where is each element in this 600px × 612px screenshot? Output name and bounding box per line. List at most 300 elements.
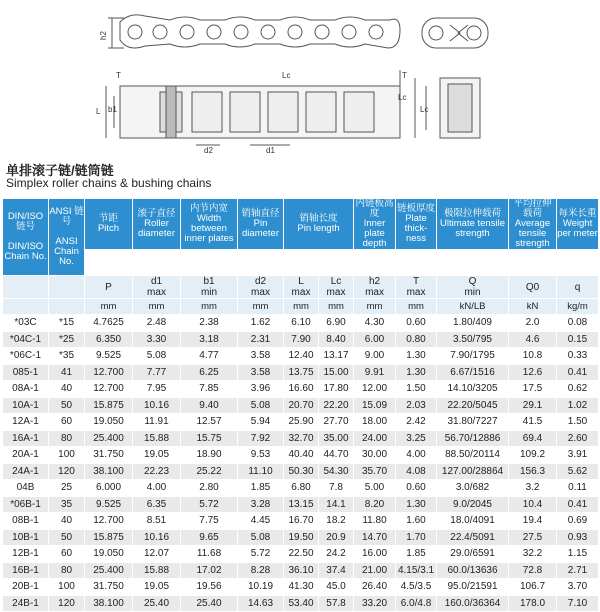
unit-cell: kg/m [557,299,599,315]
table-cell: 9.525 [85,348,133,365]
table-cell: 1.30 [396,496,437,513]
table-cell: 2.48 [133,315,181,332]
table-cell: 60 [49,414,85,431]
table-cell: 6.00 [354,331,396,348]
table-cell: 14.10/3205 [437,381,509,398]
table-cell: 19.05 [133,579,181,596]
table-cell: 38.100 [85,463,133,480]
table-cell: 5.08 [133,348,181,365]
table-cell: 15.75 [181,430,238,447]
table-cell: 41 [49,364,85,381]
table-cell: 3.28 [238,496,284,513]
table-cell: 20A-1 [3,447,49,464]
table-cell: 44.70 [319,447,354,464]
table-cell: 2.80 [181,480,238,497]
table-row [3,348,599,365]
table-cell: 26.40 [354,579,396,596]
table-cell: 3.70 [557,579,599,596]
table-cell: 4.45 [238,513,284,530]
table-cell: 16.60 [284,381,319,398]
table-cell: 4.00 [396,447,437,464]
table-cell: 16.70 [284,513,319,530]
table-cell: 13.15 [284,496,319,513]
table-cell: 25.40 [133,595,181,612]
table-cell: 50.30 [284,463,319,480]
col-b1: 内节内宽 Width between inner plates [181,199,238,250]
table-cell: 5.72 [238,546,284,563]
table-cell: 10.16 [133,397,181,414]
table-cell: 31.750 [85,447,133,464]
symbol-cell: L max [284,276,319,299]
symbol-cell: Q0 [509,276,557,299]
table-cell: 40 [49,381,85,398]
table-cell: 8.40 [319,331,354,348]
table-cell: 11.80 [354,513,396,530]
table-row [3,595,599,612]
table-cell: 22.23 [133,463,181,480]
table-cell: 4.77 [181,348,238,365]
table-cell: 13.75 [284,364,319,381]
table-cell: 18.90 [181,447,238,464]
symbol-cell: d1 max [133,276,181,299]
symbol-cell: Q min [437,276,509,299]
symbol-cell [3,276,49,299]
table-cell: 12.700 [85,513,133,530]
table-cell: *06C-1 [3,348,49,365]
table-cell: 15.875 [85,397,133,414]
table-cell: 0.41 [557,496,599,513]
table-cell: 4.7625 [85,315,133,332]
table-cell: 2.42 [396,414,437,431]
table-cell: 12A-1 [3,414,49,431]
table-row [3,579,599,596]
table-cell: 20.70 [284,397,319,414]
table-row [3,513,599,530]
table-cell: 21.00 [354,562,396,579]
table-cell: 9.00 [354,348,396,365]
table-cell: 24.2 [319,546,354,563]
table-cell: 1.30 [396,364,437,381]
header-row [3,199,599,250]
dim-Lc-label: Lc [282,71,291,80]
unit-cell: mm [396,299,437,315]
table-cell: 56.70/12886 [437,430,509,447]
table-cell: 10.16 [133,529,181,546]
table-cell: 6.35 [133,496,181,513]
table-cell: 72.8 [509,562,557,579]
table-cell: 19.050 [85,546,133,563]
table-cell: 24A-1 [3,463,49,480]
table-cell: 9.40 [181,397,238,414]
table-cell: 3.58 [238,364,284,381]
chain-top-view [106,70,400,145]
table-cell: 8.28 [238,562,284,579]
table-cell: 6.350 [85,331,133,348]
table-cell: 6.67/1516 [437,364,509,381]
table-cell: 7.77 [133,364,181,381]
caption-chinese: 单排滚子链/链筒链 [6,163,114,178]
table-cell: 6.80 [284,480,319,497]
table-row [3,397,599,414]
table-cell: 178.0 [509,595,557,612]
table-cell: 100 [49,579,85,596]
table-cell: 17.80 [319,381,354,398]
table-cell: 12.700 [85,381,133,398]
table-cell: 4.6 [509,331,557,348]
table-cell: 5.72 [181,496,238,513]
table-cell: 16A-1 [3,430,49,447]
table-cell: 109.2 [509,447,557,464]
table-cell: 10B-1 [3,529,49,546]
table-cell: 32.70 [284,430,319,447]
table-cell: 2.38 [181,315,238,332]
table-cell: 35.70 [354,463,396,480]
table-cell: 22.4/5091 [437,529,509,546]
table-cell: 16.00 [354,546,396,563]
table-cell: 10.4 [509,496,557,513]
table-cell: 12B-1 [3,546,49,563]
symbol-cell: P [85,276,133,299]
dim-b1-label: b1 [108,105,117,114]
table-cell: 6.000 [85,480,133,497]
table-cell: 8.20 [354,496,396,513]
table-cell: 7.90 [284,331,319,348]
table-cell: *04C-1 [3,331,49,348]
table-cell: 2.31 [238,331,284,348]
table-cell: *25 [49,331,85,348]
col-d1: 滚子直径 Roller diameter [133,199,181,250]
table-cell: 22.20 [319,397,354,414]
table-cell: 18.00 [354,414,396,431]
table-cell: 0.15 [557,331,599,348]
table-cell: 35.00 [319,430,354,447]
dim-L2-label: Lc [420,105,429,114]
symbol-cell [49,276,85,299]
table-row [3,331,599,348]
table-cell: 3.25 [396,430,437,447]
table-cell: 15.09 [354,397,396,414]
table-cell: 0.08 [557,315,599,332]
col-ansi: ANSI 链号 ANSI Chain No. [49,199,85,276]
table-cell: 17.02 [181,562,238,579]
table-cell: 54.30 [319,463,354,480]
table-cell: 12.700 [85,364,133,381]
table-cell: 95.0/21591 [437,579,509,596]
table-cell: 4.15/3.1 [396,562,437,579]
table-cell: 50 [49,529,85,546]
table-cell: 9.0/2045 [437,496,509,513]
dim-T2-label: T [402,71,407,80]
table-cell: 7.75 [181,513,238,530]
table-cell: 3.2 [509,480,557,497]
table-cell: 24.00 [354,430,396,447]
col-T: 链板厚度 Plate thick- ness [396,199,437,250]
table-cell: 12.07 [133,546,181,563]
table-cell: 14.63 [238,595,284,612]
table-cell: 10A-1 [3,397,49,414]
unit-cell: mm [133,299,181,315]
col-Q: 极限拉伸载荷 Ultimate tensile strength [437,199,509,250]
table-row [3,496,599,513]
table-cell: 15.88 [133,562,181,579]
table-cell: 14.70 [354,529,396,546]
table-row [3,546,599,563]
table-cell: 1.60 [396,513,437,530]
table-cell: 10.8 [509,348,557,365]
chain-spec-table [2,198,599,612]
table-cell: 0.60 [396,315,437,332]
table-cell: 36.10 [284,562,319,579]
table-row [3,414,599,431]
table-cell: 0.80 [396,331,437,348]
table-cell: 22.20/5045 [437,397,509,414]
dim-d2-label: d2 [204,146,213,155]
table-cell: 3.50/795 [437,331,509,348]
table-cell: 8.51 [133,513,181,530]
col-d2: 销轴直径 Pin diameter [238,199,284,250]
table-cell: 40.40 [284,447,319,464]
table-row [3,463,599,480]
table-cell: 7.92 [238,430,284,447]
table-cell: 2.71 [557,562,599,579]
table-cell: *03C [3,315,49,332]
table-cell: 1.02 [557,397,599,414]
table-cell: 16B-1 [3,562,49,579]
unit-cell: kN [509,299,557,315]
unit-cell: mm [354,299,396,315]
table-cell: 25.400 [85,562,133,579]
symbol-cell: b1 min [181,276,238,299]
table-cell: 0.33 [557,348,599,365]
table-cell: 88.50/20114 [437,447,509,464]
table-cell: 50 [49,397,85,414]
table-cell: 085-1 [3,364,49,381]
table-cell: 29.0/6591 [437,546,509,563]
table-cell: 19.4 [509,513,557,530]
table-row [3,315,599,332]
table-cell: 08B-1 [3,513,49,530]
table-cell: 12.6 [509,364,557,381]
table-cell: 19.05 [133,447,181,464]
table-cell: 7.10 [557,595,599,612]
dim-T-label: T [116,71,121,80]
unit-cell: mm [238,299,284,315]
dim-d1-label: d1 [266,146,275,155]
table-cell: 6.90 [319,315,354,332]
table-cell: *06B-1 [3,496,49,513]
unit-cell: mm [284,299,319,315]
unit-row [3,299,599,315]
table-cell: 120 [49,463,85,480]
unit-cell: mm [319,299,354,315]
table-cell: 7.8 [319,480,354,497]
table-cell: 1.30 [396,348,437,365]
table-cell: 32.2 [509,546,557,563]
table-cell: 3.0/682 [437,480,509,497]
table-cell: 13.17 [319,348,354,365]
table-cell: 7.90/1795 [437,348,509,365]
unit-cell [49,299,85,315]
table-cell: 5.08 [238,529,284,546]
table-cell: 6.10 [284,315,319,332]
table-cell: 37.4 [319,562,354,579]
table-cell: 127.00/28864 [437,463,509,480]
symbol-cell: h2 max [354,276,396,299]
table-cell: 160.0/36364 [437,595,509,612]
table-cell: 4.5/3.5 [396,579,437,596]
table-cell: 3.30 [133,331,181,348]
table-row [3,381,599,398]
table-cell: 19.56 [181,579,238,596]
table-cell: 25.40 [181,595,238,612]
col-h2: 内链板高度 Inner plate depth [355,198,394,249]
symbol-cell: d2 max [238,276,284,299]
table-cell: 80 [49,562,85,579]
table-cell: 106.7 [509,579,557,596]
table-cell: 0.11 [557,480,599,497]
table-cell: 27.5 [509,529,557,546]
table-row [3,430,599,447]
table-row [3,480,599,497]
table-row [3,562,599,579]
chain-side-view [108,15,400,48]
table-cell: 100 [49,447,85,464]
table-cell: 24B-1 [3,595,49,612]
table-cell: 12.57 [181,414,238,431]
table-cell: 27.70 [319,414,354,431]
symbol-cell: T max [396,276,437,299]
table-cell: 10.19 [238,579,284,596]
table-cell: 19.050 [85,414,133,431]
symbol-row [3,276,599,299]
table-cell: 25 [49,480,85,497]
table-cell: 20B-1 [3,579,49,596]
table-cell: 1.50 [557,414,599,431]
table-cell: 0.62 [557,381,599,398]
table-cell: 1.50 [396,381,437,398]
table-cell: 4.30 [354,315,396,332]
table-cell: 57.8 [319,595,354,612]
table-cell: 18.0/4091 [437,513,509,530]
table-cell: 53.40 [284,595,319,612]
table-cell: 1.85 [238,480,284,497]
table-cell: 11.68 [181,546,238,563]
table-cell: 1.62 [238,315,284,332]
unit-cell [3,299,49,315]
table-cell: 9.525 [85,496,133,513]
table-cell: 25.400 [85,430,133,447]
table-cell: 1.70 [396,529,437,546]
table-cell: 0.69 [557,513,599,530]
table-cell: 25.90 [284,414,319,431]
table-cell: 25.22 [181,463,238,480]
table-cell: 11.10 [238,463,284,480]
table-cell: 2.60 [557,430,599,447]
symbol-cell: q [557,276,599,299]
table-cell: 33.20 [354,595,396,612]
table-cell: *15 [49,315,85,332]
table-cell: 19.50 [284,529,319,546]
table-cell: 31.750 [85,579,133,596]
table-cell: 45.0 [319,579,354,596]
table-cell: 40 [49,513,85,530]
table-cell: 08A-1 [3,381,49,398]
table-cell: 41.5 [509,414,557,431]
table-cell: 35 [49,496,85,513]
col-Q0: 平均拉伸载荷 Average tensile strength [509,199,557,250]
table-cell: 9.91 [354,364,396,381]
table-cell: 0.93 [557,529,599,546]
table-cell: 9.53 [238,447,284,464]
table-cell: 60 [49,546,85,563]
table-cell: 15.00 [319,364,354,381]
table-cell: 3.96 [238,381,284,398]
col-pin-length: 销轴长度 Pin length [284,199,354,250]
table-row [3,529,599,546]
table-cell: 5.62 [557,463,599,480]
table-cell: 29.1 [509,397,557,414]
table-row [3,364,599,381]
table-cell: 11.91 [133,414,181,431]
table-cell: 2.0 [509,315,557,332]
table-cell: 38.100 [85,595,133,612]
dim-h2-label: h2 [99,31,108,40]
table-cell: 0.41 [557,364,599,381]
chain-technical-drawing [0,0,600,160]
table-cell: 6.25 [181,364,238,381]
unit-cell: kN/LB [437,299,509,315]
table-cell: 7.85 [181,381,238,398]
table-cell: 7.95 [133,381,181,398]
table-cell: 2.03 [396,397,437,414]
table-cell: 1.85 [396,546,437,563]
table-cell: 17.5 [509,381,557,398]
symbol-cell: Lc max [319,276,354,299]
table-cell: 3.91 [557,447,599,464]
table-cell: 4.00 [133,480,181,497]
table-cell: 5.08 [238,397,284,414]
caption-english: Simplex roller chains & bushing chains [6,176,212,190]
col-pitch: 节距 Pitch [85,199,133,250]
table-cell: 5.94 [238,414,284,431]
table-cell: 0.60 [396,480,437,497]
dim-Lc2-label: Lc [398,93,407,102]
table-cell: 15.875 [85,529,133,546]
table-cell: 1.15 [557,546,599,563]
col-din: DIN/ISO 链号 DIN/ISO Chain No. [3,199,49,276]
table-cell: 4.08 [396,463,437,480]
table-cell: 5.00 [354,480,396,497]
table-cell: 14.1 [319,496,354,513]
table-cell: 6.0/4.8 [396,595,437,612]
table-cell: 1.80/409 [437,315,509,332]
table-cell: 31.80/7227 [437,414,509,431]
table-cell: 12.00 [354,381,396,398]
col-q: 每米长重 Weight per meter [557,199,599,250]
unit-cell: mm [85,299,133,315]
dim-L-label: L [96,107,101,116]
table-cell: 04B [3,480,49,497]
table-cell: 15.88 [133,430,181,447]
table-cell: 9.65 [181,529,238,546]
table-cell: 80 [49,430,85,447]
table-cell: 120 [49,595,85,612]
table-cell: 20.9 [319,529,354,546]
table-cell: 22.50 [284,546,319,563]
unit-cell: mm [181,299,238,315]
table-cell: 69.4 [509,430,557,447]
table-cell: 18.2 [319,513,354,530]
